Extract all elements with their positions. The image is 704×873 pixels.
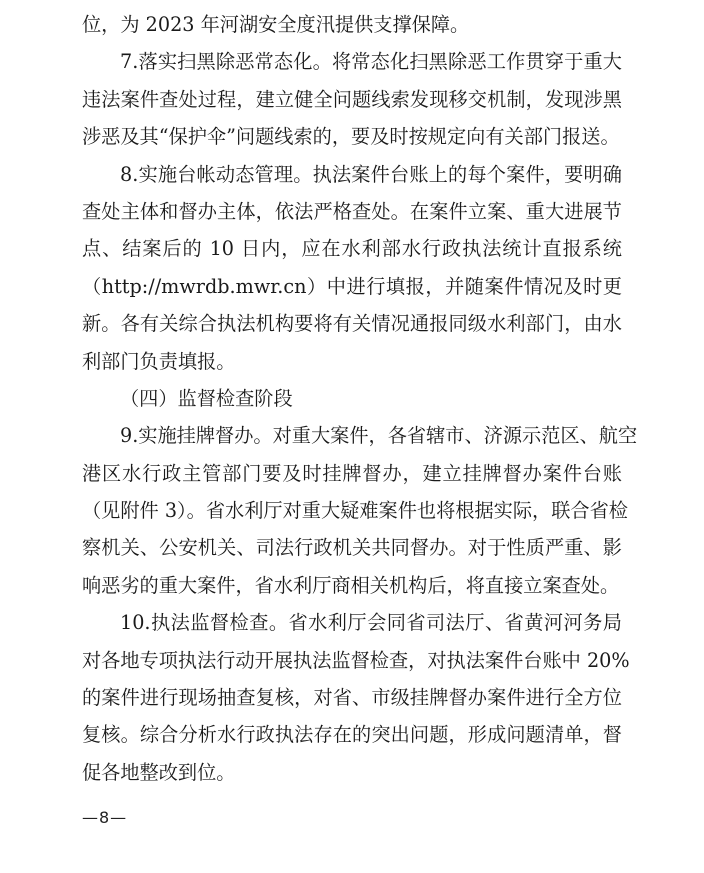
text-line: 港区水行政主管部门要及时挂牌督办，建立挂牌督办案件台账 <box>82 461 622 485</box>
text-line: 新。各有关综合执法机构要将有关情况通报同级水利部门，由水 <box>82 312 622 336</box>
text-line: 利部门负责填报。 <box>82 349 236 373</box>
text-line: 查处主体和督办主体，依法严格查处。在案件立案、重大进展节 <box>82 199 622 223</box>
text-line: 察机关、公安机关、司法行政机关共同督办。对于性质严重、影 <box>82 536 622 560</box>
paragraph-7-line: 7.落实扫黑除恶常态化。将常态化扫黑除恶工作贯穿于重大 <box>120 50 622 74</box>
text-line: 涉恶及其“保护伞”问题线索的，要及时按规定向有关部门报送。 <box>82 125 620 149</box>
text-line: （http://mwrdb.mwr.cn）中进行填报，并随案件情况及时更 <box>82 274 622 298</box>
section-heading: （四）监督检查阶段 <box>120 386 293 410</box>
text-line: （见附件 3）。省水利厅对重大疑难案件也将根据实际，联合省检 <box>82 499 628 523</box>
text-line: 复核。综合分析水行政执法存在的突出问题，形成问题清单，督 <box>82 723 622 747</box>
text-line: 对各地专项执法行动开展执法监督检查，对执法案件台账中 20% <box>82 648 630 672</box>
page-number: —8— <box>82 808 128 827</box>
text-line: 的案件进行现场抽查复核，对省、市级挂牌督办案件进行全方位 <box>82 686 622 710</box>
text-line: 点、结案后的 10 日内，应在水利部水行政执法统计直报系统 <box>82 237 622 261</box>
text-line: 促各地整改到位。 <box>82 760 236 784</box>
paragraph-9-line: 9.实施挂牌督办。对重大案件，各省辖市、济源示范区、航空 <box>120 424 638 448</box>
text-line: 违法案件查处过程，建立健全问题线索发现移交机制，发现涉黑 <box>82 87 622 111</box>
document-body <box>82 6 638 791</box>
text-line: 位，为 2023 年河湖安全度汛提供支撑保障。 <box>82 13 470 36</box>
text-line: 响恶劣的重大案件，省水利厅商相关机构后，将直接立案查处。 <box>82 573 620 597</box>
paragraph-10-line: 10.执法监督检查。省水利厅会同省司法厅、省黄河河务局 <box>120 611 622 635</box>
paragraph-8-line: 8.实施台帐动态管理。执法案件台账上的每个案件，要明确 <box>120 162 622 186</box>
